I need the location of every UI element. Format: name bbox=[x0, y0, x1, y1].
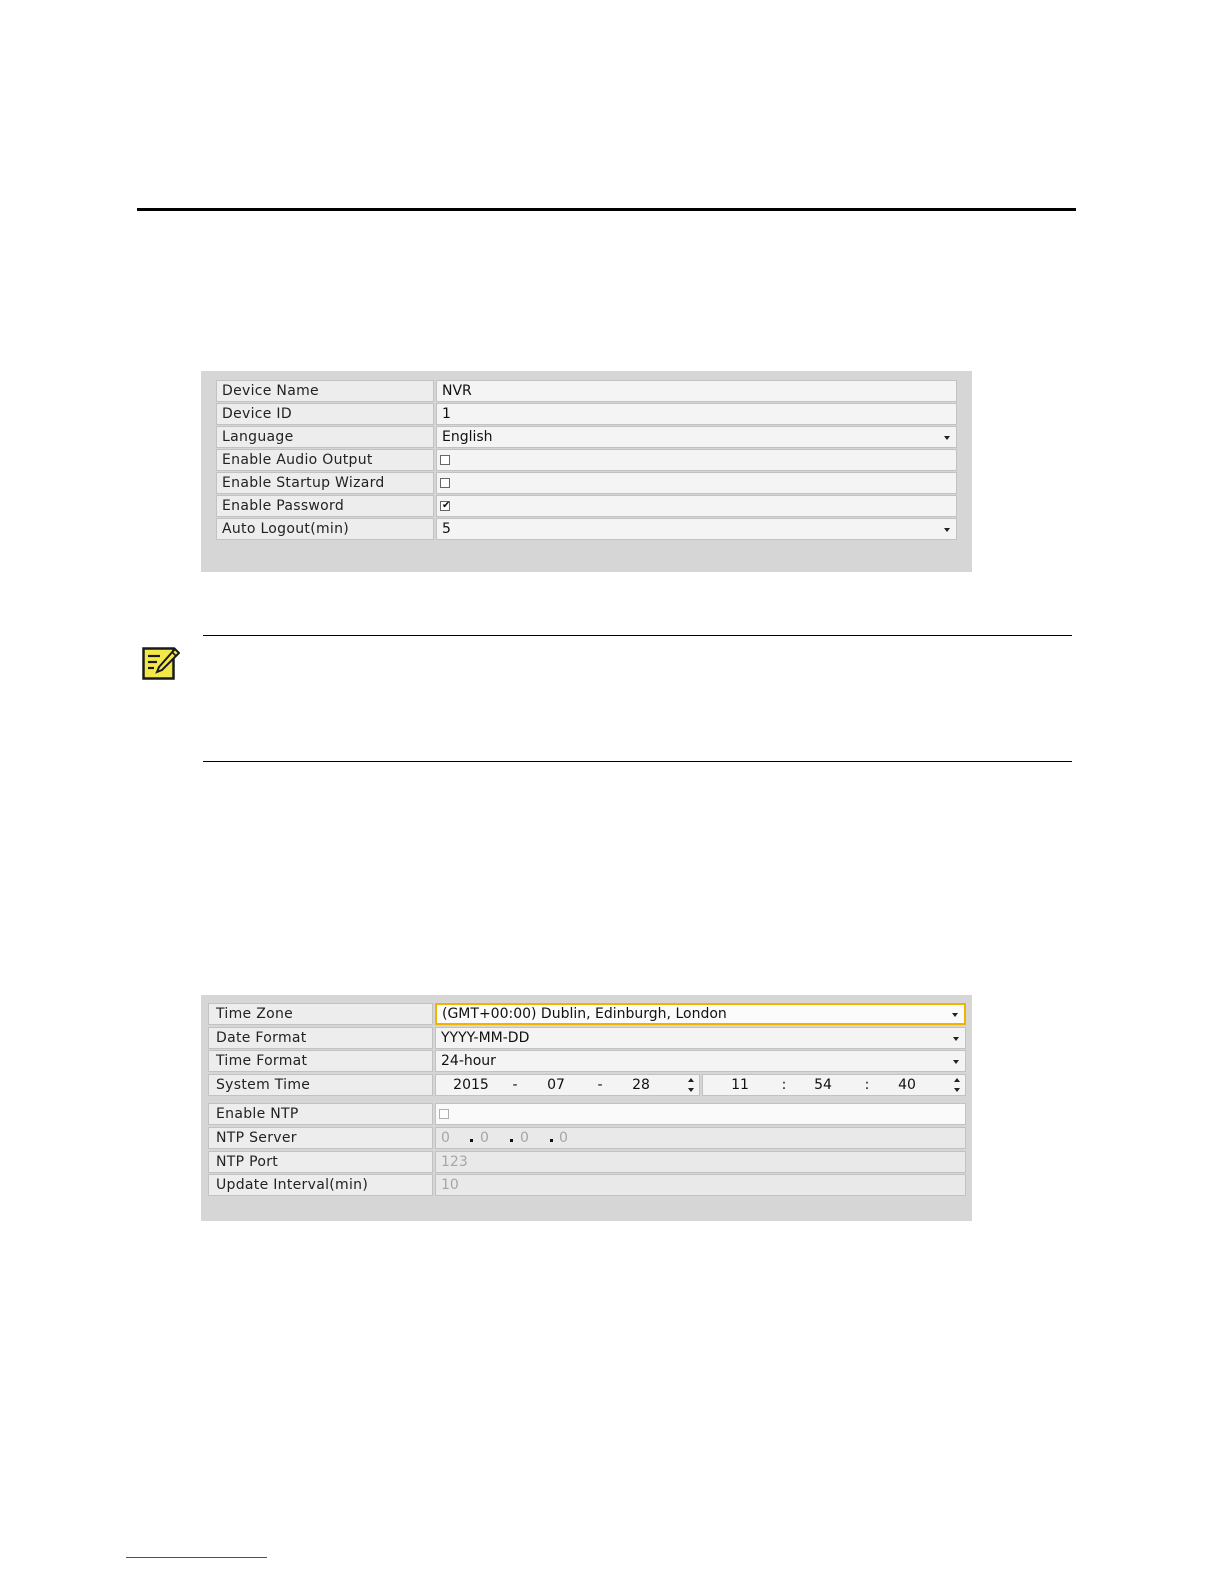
basic-settings-panel bbox=[201, 371, 972, 572]
hour-segment[interactable]: 11 bbox=[731, 1077, 749, 1093]
ntp-octet: 0 bbox=[520, 1130, 529, 1146]
date-format-row bbox=[208, 1027, 966, 1049]
day-segment[interactable]: 28 bbox=[632, 1077, 650, 1093]
chevron-down-icon bbox=[952, 1013, 958, 1017]
update-interval-row bbox=[208, 1174, 966, 1196]
ntp-port-input[interactable]: 123 bbox=[435, 1151, 966, 1173]
enable-ntp-cell bbox=[435, 1103, 966, 1125]
checkmark-icon: ✔ bbox=[442, 500, 451, 511]
auto-logout-value: 5 bbox=[442, 521, 451, 537]
chevron-down-icon bbox=[944, 528, 950, 532]
time-spinner-icon[interactable] bbox=[954, 1077, 961, 1093]
audio-output-checkbox[interactable] bbox=[440, 455, 450, 465]
footer-link-underline[interactable] bbox=[126, 1557, 267, 1558]
password-row bbox=[216, 495, 957, 517]
time-settings-panel bbox=[201, 995, 972, 1221]
time-format-row bbox=[208, 1050, 966, 1072]
ntp-server-input[interactable] bbox=[435, 1127, 966, 1149]
time-zone-row bbox=[208, 1003, 966, 1025]
system-clock-field[interactable] bbox=[702, 1074, 966, 1096]
device-name-input[interactable]: NVR bbox=[436, 380, 957, 402]
startup-wizard-checkbox[interactable] bbox=[440, 478, 450, 488]
note-bottom-rule bbox=[203, 761, 1072, 762]
update-interval-input[interactable]: 10 bbox=[435, 1174, 966, 1196]
note-pencil-icon bbox=[142, 646, 180, 680]
chevron-down-icon bbox=[953, 1037, 959, 1041]
audio-output-cell bbox=[436, 449, 957, 471]
time-zone-label: Time Zone bbox=[208, 1003, 433, 1025]
password-label: Enable Password bbox=[216, 495, 434, 517]
system-date-field[interactable] bbox=[435, 1074, 700, 1096]
startup-wizard-row bbox=[216, 472, 957, 494]
second-segment[interactable]: 40 bbox=[898, 1077, 916, 1093]
ntp-server-row bbox=[208, 1127, 966, 1149]
device-id-row bbox=[216, 403, 957, 425]
auto-logout-select[interactable] bbox=[436, 518, 957, 540]
ntp-octet: 0 bbox=[559, 1130, 568, 1146]
auto-logout-row bbox=[216, 518, 957, 540]
startup-wizard-label: Enable Startup Wizard bbox=[216, 472, 434, 494]
system-time-row bbox=[208, 1074, 966, 1096]
startup-wizard-cell bbox=[436, 472, 957, 494]
chevron-down-icon bbox=[953, 1060, 959, 1064]
time-zone-select[interactable] bbox=[435, 1003, 966, 1025]
ip-dot bbox=[550, 1139, 553, 1142]
time-format-label: Time Format bbox=[208, 1050, 433, 1072]
ntp-octet: 0 bbox=[480, 1130, 489, 1146]
section-divider bbox=[137, 208, 1076, 211]
date-format-label: Date Format bbox=[208, 1027, 433, 1049]
enable-ntp-label: Enable NTP bbox=[208, 1103, 433, 1125]
time-format-select[interactable] bbox=[435, 1050, 966, 1072]
enable-ntp-checkbox[interactable] bbox=[439, 1109, 449, 1119]
month-segment[interactable]: 07 bbox=[547, 1077, 565, 1093]
password-checkbox[interactable] bbox=[440, 501, 450, 511]
audio-output-label: Enable Audio Output bbox=[216, 449, 434, 471]
date-separator: - bbox=[597, 1077, 603, 1093]
year-segment[interactable]: 2015 bbox=[453, 1077, 489, 1093]
time-separator: : bbox=[781, 1077, 787, 1093]
system-time-label: System Time bbox=[208, 1074, 433, 1096]
device-id-input[interactable]: 1 bbox=[436, 403, 957, 425]
language-value: English bbox=[442, 429, 493, 445]
enable-ntp-row bbox=[208, 1103, 966, 1125]
note-top-rule bbox=[203, 635, 1072, 636]
minute-segment[interactable]: 54 bbox=[814, 1077, 832, 1093]
ntp-port-label: NTP Port bbox=[208, 1151, 433, 1173]
ntp-server-label: NTP Server bbox=[208, 1127, 433, 1149]
device-id-label: Device ID bbox=[216, 403, 434, 425]
ip-dot bbox=[470, 1139, 473, 1142]
language-select[interactable] bbox=[436, 426, 957, 448]
chevron-down-icon bbox=[944, 436, 950, 440]
time-zone-value: (GMT+00:00) Dublin, Edinburgh, London bbox=[442, 1006, 727, 1022]
date-format-value: YYYY-MM-DD bbox=[441, 1030, 530, 1046]
date-format-select[interactable] bbox=[435, 1027, 966, 1049]
time-format-value: 24-hour bbox=[441, 1053, 496, 1069]
device-name-label: Device Name bbox=[216, 380, 434, 402]
ntp-octet: 0 bbox=[441, 1130, 450, 1146]
time-separator: : bbox=[864, 1077, 870, 1093]
ip-dot bbox=[510, 1139, 513, 1142]
audio-output-row bbox=[216, 449, 957, 471]
password-cell bbox=[436, 495, 957, 517]
date-spinner-icon[interactable] bbox=[688, 1077, 695, 1093]
date-separator: - bbox=[512, 1077, 518, 1093]
update-interval-label: Update Interval(min) bbox=[208, 1174, 433, 1196]
language-row bbox=[216, 426, 957, 448]
device-name-row bbox=[216, 380, 957, 402]
language-label: Language bbox=[216, 426, 434, 448]
auto-logout-label: Auto Logout(min) bbox=[216, 518, 434, 540]
ntp-port-row bbox=[208, 1151, 966, 1173]
